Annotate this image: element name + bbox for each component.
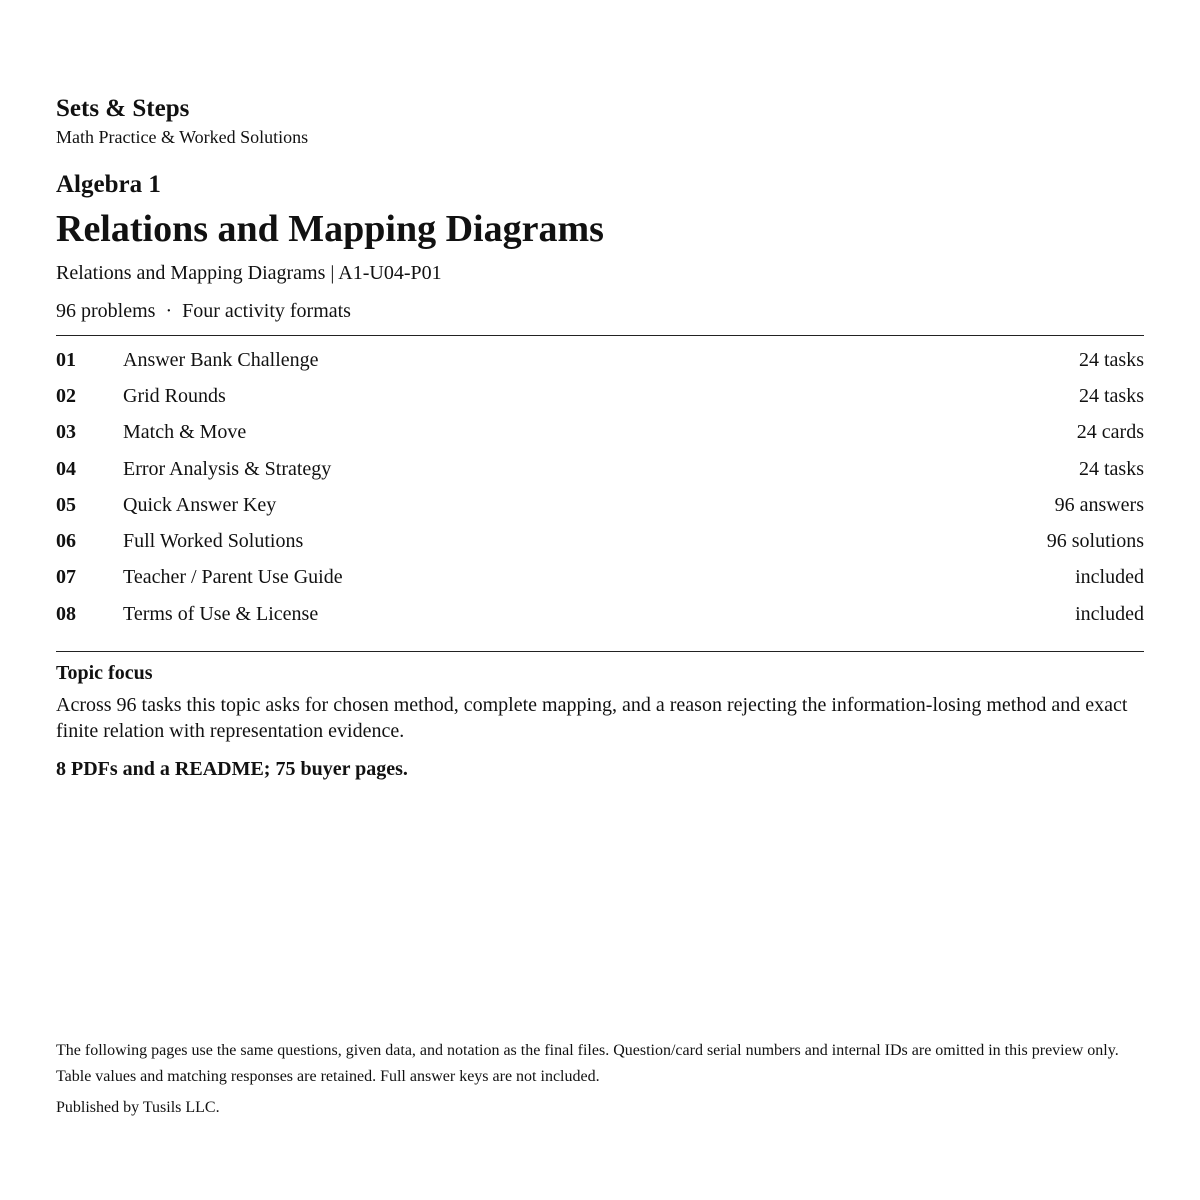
contents-number: 05: [56, 493, 76, 516]
contents-count: 96 solutions: [1046, 530, 1144, 553]
file-summary: 8 PDFs and a README; 75 buyer pages.: [56, 758, 408, 780]
contents-list: [56, 342, 1144, 632]
contents-number: 01: [56, 348, 76, 371]
topic-focus-text: Across 96 tasks this topic asks for chosen method, complete mapping, and a reason rejecting the information-losing method and exact finite relation with representation evidence.: [56, 694, 1128, 742]
contents-row: [56, 378, 1144, 414]
divider-top: [56, 335, 1144, 336]
contents-number: 07: [56, 566, 76, 589]
publisher-line: Published by Tusils LLC.: [56, 1099, 220, 1116]
contents-row: [56, 415, 1144, 451]
contents-count: 24 cards: [1076, 421, 1144, 444]
contents-number: 06: [56, 530, 76, 553]
contents-number: 03: [56, 421, 76, 444]
contents-count: 24 tasks: [1079, 457, 1144, 480]
contents-row: [56, 523, 1144, 559]
contents-number: 04: [56, 457, 76, 480]
preview-notice: The following pages use the same questions, given data, and notation as the final files. Question/card serial numbers and internal IDs are omitted in this preview only. Table values and matching responses are retained. Full answer keys are not included.: [56, 1042, 1119, 1085]
product-meta: [56, 298, 351, 324]
contents-row: [56, 342, 1144, 378]
contents-label: Grid Rounds: [123, 384, 226, 407]
contents-number: 02: [56, 384, 76, 407]
meta-separator: ·: [165, 300, 173, 322]
contents-row: [56, 596, 1144, 632]
contents-label: Full Worked Solutions: [123, 530, 304, 553]
contents-count: included: [1075, 566, 1144, 589]
contents-row: [56, 560, 1144, 596]
document-page: [56, 0, 1144, 1200]
contents-label: Answer Bank Challenge: [123, 348, 319, 371]
course-name: Algebra 1: [56, 171, 161, 198]
contents-count: 24 tasks: [1079, 384, 1144, 407]
product-code: Relations and Mapping Diagrams | A1-U04-P01: [56, 262, 442, 284]
contents-label: Teacher / Parent Use Guide: [123, 566, 343, 589]
contents-count: included: [1075, 602, 1144, 625]
brand-tagline: Math Practice & Worked Solutions: [56, 127, 309, 147]
divider-bottom: [56, 651, 1144, 652]
contents-number: 08: [56, 602, 76, 625]
activity-formats: Four activity formats: [182, 300, 351, 322]
contents-row: [56, 487, 1144, 523]
contents-label: Match & Move: [123, 421, 247, 444]
topic-focus-heading: Topic focus: [56, 662, 153, 684]
contents-row: [56, 451, 1144, 487]
contents-count: 96 answers: [1054, 493, 1144, 516]
contents-label: Terms of Use & License: [123, 602, 319, 625]
problem-count: 96 problems: [56, 300, 156, 322]
contents-label: Error Analysis & Strategy: [123, 457, 332, 480]
brand-name: Sets & Steps: [56, 95, 190, 122]
contents-label: Quick Answer Key: [123, 493, 277, 516]
contents-count: 24 tasks: [1079, 348, 1144, 371]
page-title: Relations and Mapping Diagrams: [56, 208, 604, 250]
